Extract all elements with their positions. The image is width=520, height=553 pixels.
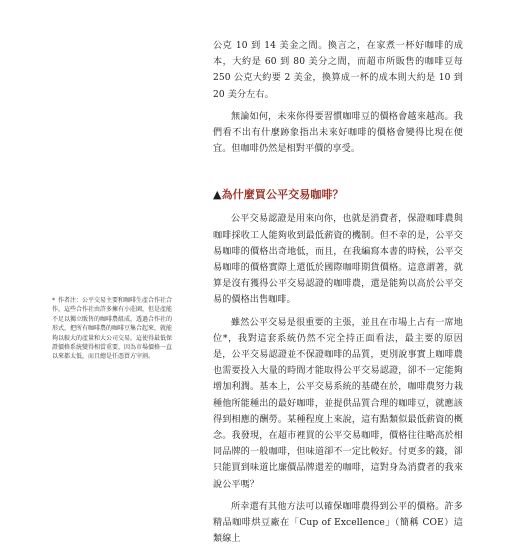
paragraph-alternatives: 所幸還有其他方法可以確保咖啡農得到公平的價格。許多精品咖啡烘豆廠在「Cup of Excellence」（簡稱 COE）這類線上 — [213, 501, 463, 545]
paragraph-fair-trade-intro: 公平交易認證是用來向你，也就是消費者，保證咖啡農與咖啡採收工人能夠收到最低薪資的機制。但不幸的是，公平交易咖啡的價格出奇地低，而且，在我編寫本書的時候，公平交易咖啡的價格實際上還低於國際咖啡期貨價格。這意謂著，就算是沒有獲得公平交易認證的咖啡農，還是能夠以高於公平交易的價格出售咖啡。 — [213, 214, 463, 306]
paragraph-cost: 公克 10 到 14 美金之間。換言之，在家煮一杯好咖啡的成本，大約是 60 到 80 美分之間，而超市所販售的咖啡豆每 250 公克大約要 2 美金，換算成一杯的成本則大約是 10 到 20 美分左右。 — [213, 41, 463, 100]
heading-marker-icon: ▲ — [213, 188, 222, 202]
footnote-asterisk: * — [52, 297, 55, 304]
section-heading — [213, 187, 463, 203]
section-heading-text: 為什麼買公平交易咖啡？ — [221, 188, 344, 202]
footnote-text: 作者注：公平交易主要和咖啡生產合作社合作，這些合作社由許多擁有小莊園，但是產能不足以獨立販售的咖啡農組成，透過合作社的形式，把所有咖啡農的咖啡豆集合起來，就能夠以較大的產量和大公司交易，這使得最低保證價格系統變得相當重要，因為市場價格一直以來都太低，而且總是任憑買方宰割。 — [52, 297, 173, 361]
main-text-column — [213, 38, 463, 553]
paragraph-price-trend: 無論如何，未來你得要習慣咖啡豆的價格會越來越高。我們看不出有什麼跡象指出未來好咖啡的價格會變得比現在便宜。但咖啡仍然是相對平價的享受。 — [213, 111, 463, 155]
paragraph-fair-trade-opinion: 雖然公平交易是很重要的主張，並且在市場上占有一席地位*，我對這套系統仍然不完全持正面看法，最主要的原因是，公平交易認證並不保證咖啡的品質，更別說事實上咖啡農也需要投入大量的時間才能取得公平交易認證，卻不一定能夠增加利潤。基本上，公平交易系統的基礎在於，咖啡農努力栽種他所能種出的最好咖啡，並提供品質合理的咖啡豆，就應該得到相應的酬勞。某種程度上來說，這有點類似最低薪資的概念。我發現，在超市裡買的公平交易咖啡，價格往往略高於相同品牌的一般咖啡，但味道卻不一定比較好。付更多的錢，卻只能買到味道比廉價品牌還差的咖啡，這對身為消費者的我來說公平嗎？ — [213, 317, 463, 490]
side-footnote — [52, 296, 177, 362]
